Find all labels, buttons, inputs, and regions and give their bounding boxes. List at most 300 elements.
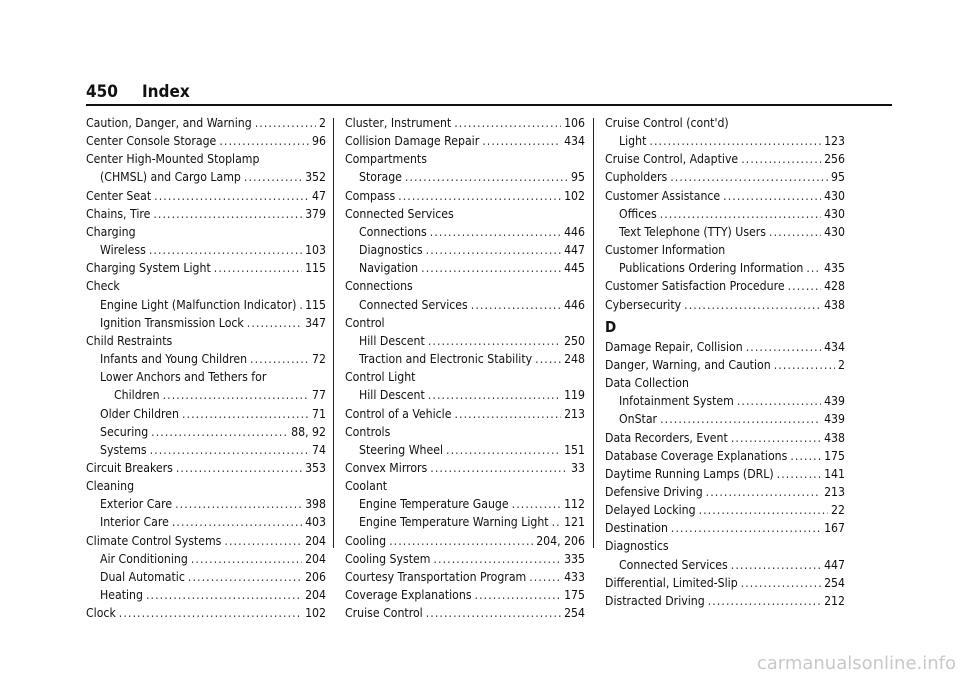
- dot-leader: [806, 259, 821, 277]
- dot-leader: [214, 259, 302, 277]
- index-entry: [605, 168, 845, 186]
- index-entry: [605, 429, 845, 447]
- page-reference: 434: [564, 134, 585, 149]
- index-entry: [605, 501, 845, 519]
- index-term: Navigation: [359, 261, 419, 276]
- index-entry: [605, 259, 845, 277]
- index-term: Light: [619, 134, 647, 149]
- page-reference: 141: [824, 466, 845, 481]
- page-reference: 398: [305, 497, 326, 512]
- page-number: 450: [86, 82, 118, 102]
- index-entry: [345, 241, 585, 259]
- index-entry: [345, 604, 585, 622]
- index-entry: [86, 187, 326, 205]
- index-term: Collision Damage Repair: [345, 134, 480, 149]
- page-reference: 71: [312, 406, 326, 421]
- index-entry: [605, 556, 845, 574]
- dot-leader: [426, 241, 561, 259]
- index-entry: [345, 386, 585, 404]
- dot-leader: [188, 568, 302, 586]
- index-entry: [605, 410, 845, 428]
- page-reference: 47: [312, 188, 326, 203]
- page-reference: 256: [824, 152, 845, 167]
- page-reference: 102: [564, 188, 585, 203]
- page-reference: 2: [838, 357, 845, 372]
- page-header: [86, 80, 892, 106]
- page-reference: 106: [564, 116, 585, 130]
- index-column-1: [86, 114, 326, 622]
- index-term: Delayed Locking: [605, 503, 696, 518]
- index-entry: [345, 350, 585, 368]
- index-term: Convex Mirrors: [345, 460, 428, 475]
- index-entry: [605, 483, 845, 501]
- index-entry: [86, 259, 326, 277]
- index-term: Cooling System: [345, 551, 431, 566]
- index-term: Wireless: [100, 243, 146, 258]
- index-entry: [345, 332, 585, 350]
- index-term: Connected Services: [619, 557, 728, 572]
- page-reference: 353: [305, 460, 326, 475]
- index-term: Circuit Breakers: [86, 460, 173, 475]
- index-term: Coolant: [345, 479, 388, 494]
- index-term: Customer Assistance: [605, 188, 721, 203]
- dot-leader: [482, 132, 561, 150]
- index-term: Customer Satisfaction Procedure: [605, 279, 785, 294]
- page-reference: 212: [824, 593, 845, 608]
- index-term: Securing: [100, 424, 149, 439]
- dot-leader: [670, 168, 828, 186]
- index-entry: [345, 132, 585, 150]
- index-column-2: [345, 114, 585, 622]
- page-reference: 403: [305, 515, 326, 530]
- page-reference: 248: [564, 352, 585, 367]
- dot-leader: [790, 447, 821, 465]
- index-heading: [345, 423, 585, 441]
- page-reference: 119: [564, 388, 585, 403]
- index-heading: [345, 314, 585, 332]
- dot-leader: [191, 550, 302, 568]
- page-reference: 72: [312, 352, 326, 367]
- page-reference: 151: [564, 442, 585, 457]
- dot-leader: [149, 241, 302, 259]
- index-entry: [345, 532, 585, 550]
- index-entry: [605, 187, 845, 205]
- page-reference: 102: [305, 606, 326, 621]
- page-reference: 434: [824, 339, 845, 354]
- page-reference: 204, 206: [536, 533, 585, 548]
- page-reference: 204: [305, 588, 326, 603]
- page-reference: 335: [564, 551, 585, 566]
- page-reference: 435: [824, 261, 845, 276]
- dot-leader: [731, 429, 821, 447]
- index-entry: [345, 114, 585, 132]
- index-term: Chains, Tire: [86, 206, 151, 221]
- index-term: Courtesy Transportation Program: [345, 569, 527, 584]
- dot-leader: [250, 350, 309, 368]
- dot-leader: [684, 296, 821, 314]
- dot-leader: [389, 532, 533, 550]
- index-entry: [345, 168, 585, 186]
- dot-leader: [398, 187, 561, 205]
- index-heading: [345, 477, 585, 495]
- dot-leader: [405, 168, 568, 186]
- index-heading: [86, 277, 326, 295]
- index-term: Coverage Explanations: [345, 588, 472, 603]
- page-reference: 77: [312, 388, 326, 403]
- index-entry: [86, 495, 326, 513]
- page-reference: 206: [305, 569, 326, 584]
- index-term: Steering Wheel: [359, 442, 444, 457]
- index-term: OnStar: [619, 412, 658, 427]
- index-entry: [345, 223, 585, 241]
- index-entry: [86, 350, 326, 368]
- index-term: Child Restraints: [86, 333, 173, 348]
- index-term: Center Console Storage: [86, 134, 217, 149]
- page-reference: 204: [305, 533, 326, 548]
- index-column-3: [605, 114, 845, 610]
- dot-leader: [426, 604, 561, 622]
- index-heading: [605, 537, 845, 555]
- dot-leader: [247, 314, 302, 332]
- dot-leader: [150, 441, 309, 459]
- index-term: Older Children: [100, 406, 179, 421]
- index-term: Cruise Control, Adaptive: [605, 152, 739, 167]
- page-reference: 446: [564, 297, 585, 312]
- index-term: Connections: [345, 279, 413, 294]
- dot-leader: [154, 187, 309, 205]
- page-reference: 213: [824, 484, 845, 499]
- index-term: Storage: [359, 170, 402, 185]
- page-reference: 167: [824, 521, 845, 536]
- dot-leader: [788, 277, 821, 295]
- dot-leader: [146, 586, 302, 604]
- index-entry: [86, 205, 326, 223]
- page-reference: 250: [564, 333, 585, 348]
- dot-leader: [219, 132, 309, 150]
- dot-leader: [475, 586, 562, 604]
- index-entry: [345, 495, 585, 513]
- page-reference: 438: [824, 297, 845, 312]
- dot-leader: [649, 132, 821, 150]
- page-reference: 74: [312, 442, 326, 457]
- index-heading: [345, 368, 585, 386]
- page-reference: 204: [305, 551, 326, 566]
- index-entry: [86, 314, 326, 332]
- page-reference: 430: [824, 188, 845, 203]
- index-term: Cluster, Instrument: [345, 116, 452, 130]
- index-heading: [86, 150, 326, 168]
- index-entry: [605, 465, 845, 483]
- index-entry: [86, 423, 326, 441]
- index-term: Compass: [345, 188, 396, 203]
- index-entry: [605, 150, 845, 168]
- index-entry: [86, 441, 326, 459]
- index-heading: [86, 223, 326, 241]
- index-term: Infotainment System: [619, 394, 734, 409]
- page-reference: 438: [824, 430, 845, 445]
- index-term: Hill Descent: [359, 388, 425, 403]
- dot-leader: [671, 519, 821, 537]
- index-entry: [605, 205, 845, 223]
- index-term: Defensive Driving: [605, 484, 703, 499]
- index-entry: [86, 386, 326, 404]
- dot-leader: [723, 187, 821, 205]
- index-entry: [345, 568, 585, 586]
- index-term: Caution, Danger, and Warning: [86, 116, 252, 130]
- dot-leader: [430, 223, 561, 241]
- index-term: Diagnostics: [605, 539, 669, 554]
- index-term: Offices: [619, 206, 657, 221]
- page-reference: 96: [312, 134, 326, 149]
- dot-leader: [741, 574, 821, 592]
- index-term: Climate Control Systems: [86, 533, 222, 548]
- index-entry: [345, 296, 585, 314]
- page-reference: 175: [824, 448, 845, 463]
- index-term: Connected Services: [359, 297, 468, 312]
- page-reference: 123: [824, 134, 845, 149]
- dot-leader: [119, 604, 302, 622]
- index-term: Text Telephone (TTY) Users: [619, 224, 767, 239]
- page-reference: 121: [564, 515, 585, 530]
- index-entry: [86, 568, 326, 586]
- dot-leader: [421, 259, 561, 277]
- index-term: Exterior Care: [100, 497, 173, 512]
- index-term: Control of a Vehicle: [345, 406, 452, 421]
- page-reference: 22: [831, 503, 845, 518]
- index-term: Air Conditioning: [100, 551, 188, 566]
- index-entry: [605, 447, 845, 465]
- index-entry: [86, 241, 326, 259]
- index-term: Publications Ordering Information: [619, 261, 804, 276]
- index-term: Cleaning: [86, 479, 135, 494]
- page-reference: 2: [319, 116, 326, 130]
- dot-leader: [430, 459, 568, 477]
- dot-leader: [512, 495, 561, 513]
- page-reference: 352: [305, 170, 326, 185]
- index-term: Clock: [86, 606, 116, 621]
- page-reference: 430: [824, 224, 845, 239]
- index-term: Engine Light (Malfunction Indicator): [100, 297, 297, 312]
- index-term: Cupholders: [605, 170, 668, 185]
- dot-leader: [299, 296, 302, 314]
- page-reference: 428: [824, 279, 845, 294]
- page-reference: 88, 92: [291, 424, 326, 439]
- dot-leader: [769, 223, 821, 241]
- index-heading: [605, 374, 845, 392]
- index-entry: [86, 405, 326, 423]
- index-term: Cybersecurity: [605, 297, 682, 312]
- index-term: Damage Repair, Collision: [605, 339, 743, 354]
- dot-leader: [660, 410, 821, 428]
- index-term: Data Collection: [605, 376, 689, 391]
- page-reference: 379: [305, 206, 326, 221]
- index-term: Charging: [86, 224, 136, 239]
- index-term: Differential, Limited-Slip: [605, 575, 738, 590]
- index-entry: [605, 223, 845, 241]
- page-reference: 103: [305, 243, 326, 258]
- dot-leader: [151, 423, 288, 441]
- page-reference: 254: [564, 606, 585, 621]
- index-entry: [605, 519, 845, 537]
- index-term: Check: [86, 279, 120, 294]
- index-entry: [605, 592, 845, 610]
- dot-leader: [535, 350, 561, 368]
- page-reference: 112: [564, 497, 585, 512]
- dot-leader: [224, 532, 302, 550]
- page-reference: 95: [571, 170, 585, 185]
- index-term: Customer Information: [605, 243, 726, 258]
- dot-leader: [777, 465, 821, 483]
- index-term: Interior Care: [100, 515, 169, 530]
- dot-leader: [433, 550, 561, 568]
- index-term: Compartments: [345, 152, 427, 167]
- index-entry: [345, 441, 585, 459]
- index-term: Database Coverage Explanations: [605, 448, 788, 463]
- dot-leader: [175, 495, 302, 513]
- index-entry: [86, 296, 326, 314]
- index-entry: [605, 277, 845, 295]
- dot-leader: [172, 513, 302, 531]
- index-heading: [345, 277, 585, 295]
- column-divider: [333, 118, 334, 548]
- index-entry: [345, 259, 585, 277]
- index-entry: [86, 604, 326, 622]
- dot-leader: [428, 332, 561, 350]
- dot-leader: [176, 459, 302, 477]
- index-term: Systems: [100, 442, 147, 457]
- page-reference: 430: [824, 206, 845, 221]
- dot-leader: [255, 114, 316, 132]
- index-term: Daytime Running Lamps (DRL): [605, 466, 774, 481]
- index-heading: [86, 477, 326, 495]
- index-entry: [605, 574, 845, 592]
- index-term: Traction and Electronic Stability: [359, 352, 533, 367]
- dot-leader: [660, 205, 821, 223]
- index-letter-heading: D: [605, 317, 617, 336]
- page-reference: 439: [824, 394, 845, 409]
- page-reference: 347: [305, 315, 326, 330]
- index-term: Dual Automatic: [100, 569, 185, 584]
- page-reference: 254: [824, 575, 845, 590]
- index-term: Ignition Transmission Lock: [100, 315, 244, 330]
- index-term: (CHMSL) and Cargo Lamp: [100, 170, 241, 185]
- index-entry: [345, 586, 585, 604]
- index-term: Infants and Young Children: [100, 352, 248, 367]
- index-entry: [86, 586, 326, 604]
- page-reference: 445: [564, 261, 585, 276]
- index-entry: [345, 459, 585, 477]
- index-term: Heating: [100, 588, 143, 603]
- index-entry: [86, 513, 326, 531]
- dot-leader: [153, 205, 302, 223]
- index-entry: [86, 550, 326, 568]
- index-entry: [605, 296, 845, 314]
- dot-leader: [706, 483, 821, 501]
- page-reference: 439: [824, 412, 845, 427]
- index-term: Cooling: [345, 533, 387, 548]
- index-term: Connections: [359, 224, 427, 239]
- index-term: Danger, Warning, and Caution: [605, 357, 771, 372]
- index-term: Hill Descent: [359, 333, 425, 348]
- index-term: Center High-Mounted Stoplamp: [86, 152, 260, 167]
- dot-leader: [746, 338, 821, 356]
- column-divider: [593, 118, 594, 548]
- dot-leader: [741, 150, 821, 168]
- index-term: Diagnostics: [359, 243, 423, 258]
- index-entry: [345, 550, 585, 568]
- page-reference: 446: [564, 224, 585, 239]
- dot-leader: [428, 386, 561, 404]
- index-heading: [345, 205, 585, 223]
- page-reference: 115: [305, 297, 326, 312]
- page-title: Index: [141, 82, 190, 102]
- index-entry: [605, 338, 845, 356]
- index-entry: [345, 405, 585, 423]
- index-heading: [605, 241, 845, 259]
- page-reference: 447: [824, 557, 845, 572]
- index-term: Engine Temperature Gauge: [359, 497, 509, 512]
- index-entry: [86, 114, 326, 132]
- index-term: Destination: [605, 521, 668, 536]
- dot-leader: [529, 568, 561, 586]
- dot-leader: [731, 556, 821, 574]
- index-entry: [86, 168, 326, 186]
- dot-leader: [471, 296, 561, 314]
- index-term: Center Seat: [86, 188, 152, 203]
- index-entry: [605, 356, 845, 374]
- dot-leader: [708, 592, 821, 610]
- index-term: Data Recorders, Event: [605, 430, 728, 445]
- index-term: Cruise Control (cont'd): [605, 116, 729, 130]
- index-heading: [86, 332, 326, 350]
- index-heading: [86, 368, 326, 386]
- index-term: Connected Services: [345, 206, 454, 221]
- dot-leader: [774, 356, 835, 374]
- index-term: Charging System Light: [86, 261, 211, 276]
- page-reference: 433: [564, 569, 585, 584]
- page-reference: 115: [305, 261, 326, 276]
- index-term: Engine Temperature Warning Light: [359, 515, 549, 530]
- dot-leader: [454, 114, 561, 132]
- index-heading: [605, 114, 845, 132]
- page-reference: 175: [564, 588, 585, 603]
- index-term: Lower Anchors and Tethers for: [100, 370, 267, 385]
- index-term: Control Light: [345, 370, 416, 385]
- page-reference: 33: [571, 460, 585, 475]
- dot-leader: [737, 392, 821, 410]
- dot-leader: [163, 386, 309, 404]
- index-term: Control: [345, 315, 385, 330]
- index-entry: [605, 392, 845, 410]
- index-entry: [605, 132, 845, 150]
- index-entry: [86, 532, 326, 550]
- index-entry: [86, 459, 326, 477]
- page-reference: 213: [564, 406, 585, 421]
- page-reference: 447: [564, 243, 585, 258]
- page-reference: 95: [831, 170, 845, 185]
- watermark: carmanualsonline.info: [756, 653, 956, 674]
- dot-leader: [699, 501, 828, 519]
- index-heading: [345, 150, 585, 168]
- dot-leader: [454, 405, 561, 423]
- index-term: Cruise Control: [345, 606, 423, 621]
- index-term: Children: [114, 388, 160, 403]
- dot-leader: [552, 513, 561, 531]
- dot-leader: [446, 441, 561, 459]
- index-term: Controls: [345, 424, 391, 439]
- dot-leader: [244, 168, 302, 186]
- index-entry: [86, 132, 326, 150]
